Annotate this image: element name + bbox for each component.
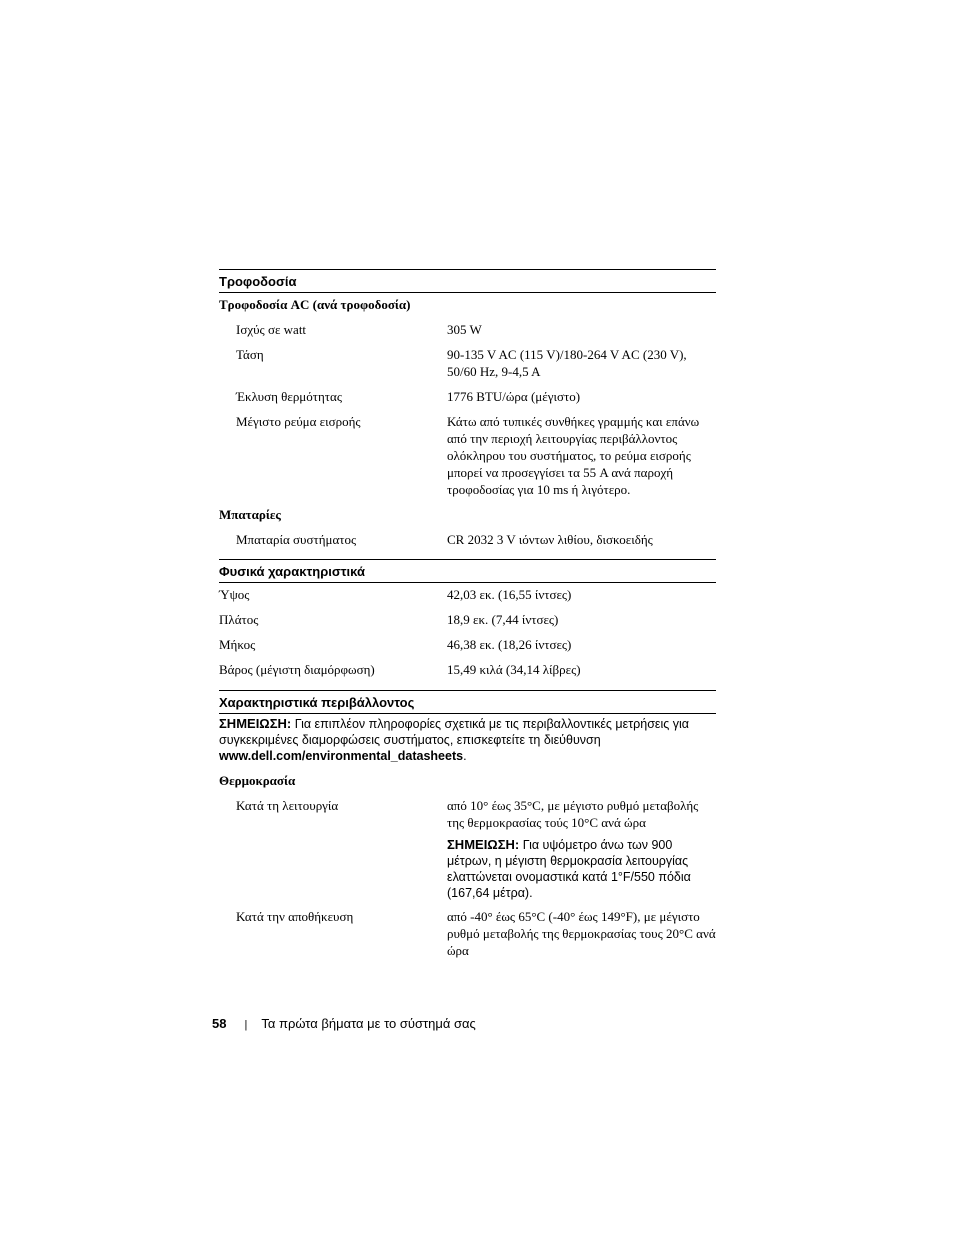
page-number: 58 bbox=[212, 1016, 227, 1031]
spec-label: Κατά τη λειτουργία bbox=[236, 798, 339, 813]
spec-value: 1776 BTU/ώρα (μέγιστο) bbox=[447, 389, 581, 404]
note-label: ΣΗΜΕΙΩΣΗ: bbox=[447, 837, 520, 852]
subheader-temperature: Θερμοκρασία bbox=[219, 773, 296, 788]
spec-label: Μήκος bbox=[219, 637, 256, 652]
spec-row-weight bbox=[219, 661, 716, 678]
spec-value: 42,03 εκ. (16,55 ίντσες) bbox=[447, 587, 572, 602]
spec-label: Μπαταρία συστήματος bbox=[236, 532, 357, 547]
spec-row-storage-temp bbox=[219, 908, 716, 959]
page-footer bbox=[212, 1015, 476, 1034]
note-text: Για υψόμετρο άνω των 900 μέτρων, η μέγιστη θερμοκρασία λειτουργίας ελαττώνεται ονομαστικά κατά 1°F/550 πόδια (167,64 μέτρα). bbox=[447, 838, 691, 900]
spec-value: 305 W bbox=[447, 322, 482, 337]
spec-row-heat-dissipation bbox=[219, 388, 716, 405]
spec-label: Ισχύς σε watt bbox=[236, 322, 307, 337]
spec-row-operating-temp bbox=[219, 797, 716, 831]
note-label: ΣΗΜΕΙΩΣΗ: bbox=[219, 716, 292, 731]
spec-label: Τάση bbox=[236, 347, 264, 362]
subheader-ac-power: Τροφοδοσία AC (ανά τροφοδοσία) bbox=[219, 297, 411, 312]
spec-value: από -40° έως 65°C (-40° έως 149°F), με μέγιστο ρυθμό μεταβολής της θερμοκρασίας τους 20°C ανά ώρα bbox=[447, 909, 716, 958]
spec-row-height bbox=[219, 586, 716, 603]
spec-label: Πλάτος bbox=[219, 612, 259, 627]
environmental-datasheets-link[interactable]: www.dell.com/environmental_datasheets bbox=[219, 749, 464, 763]
environmental-note bbox=[219, 716, 716, 764]
section-header-physical: Φυσικά χαρακτηριστικά bbox=[219, 559, 716, 583]
subheader-batteries: Μπαταρίες bbox=[219, 507, 281, 522]
spec-label: Μέγιστο ρεύμα εισροής bbox=[236, 414, 361, 429]
spec-row-wattage bbox=[219, 321, 716, 338]
spec-row-width bbox=[219, 611, 716, 628]
spec-label: Έκλυση θερμότητας bbox=[236, 389, 342, 404]
spec-table bbox=[219, 269, 716, 959]
section-header-environmental: Χαρακτηριστικά περιβάλλοντος bbox=[219, 690, 716, 714]
footer-title: Τα πρώτα βήματα με το σύστημά σας bbox=[261, 1016, 476, 1031]
spec-value: από 10° έως 35°C, με μέγιστο ρυθμό μεταβολής της θερμοκρασίας τούς 10°C ανά ώρα bbox=[447, 798, 699, 830]
section-header-power: Τροφοδοσία bbox=[219, 269, 716, 293]
footer-separator: | bbox=[244, 1019, 248, 1031]
spec-value: 90-135 V AC (115 V)/180-264 V AC (230 V), 50/60 Hz, 9-4,5 A bbox=[447, 347, 687, 379]
spec-row-depth bbox=[219, 636, 716, 653]
spec-value: 15,49 κιλά (34,14 λίβρες) bbox=[447, 662, 581, 677]
spec-value: CR 2032 3 V ιόντων λιθίου, δισκοειδής bbox=[447, 532, 653, 547]
note-end: . bbox=[463, 749, 467, 763]
spec-label: Κατά την αποθήκευση bbox=[236, 909, 354, 924]
spec-value: 46,38 εκ. (18,26 ίντσες) bbox=[447, 637, 572, 652]
spec-row-system-battery bbox=[219, 531, 716, 548]
spec-value: 18,9 εκ. (7,44 ίντσες) bbox=[447, 612, 559, 627]
spec-label: Βάρος (μέγιστη διαμόρφωση) bbox=[219, 662, 375, 677]
operating-temp-note bbox=[447, 837, 709, 901]
spec-row-inrush-current bbox=[219, 413, 716, 498]
spec-row-voltage bbox=[219, 346, 716, 380]
note-text: Για επιπλέον πληροφορίες σχετικά με τις περιβαλλοντικές μετρήσεις για συγκεκριμένες διαμορφώσεις συστήματος, επισκεφτείτε τη διεύθυνση bbox=[219, 717, 690, 747]
spec-value: Κάτω από τυπικές συνθήκες γραμμής και επάνω από την περιοχή λειτουργίας περιβάλλοντος ολόκληρου του συστήματος, το ρεύμα εισροής μπορεί να προσεγγίσει τα 55 A ανά παροχή τροφοδοσίας για 10 ms ή λιγότερο. bbox=[447, 414, 700, 497]
spec-label: Ύψος bbox=[219, 587, 250, 602]
